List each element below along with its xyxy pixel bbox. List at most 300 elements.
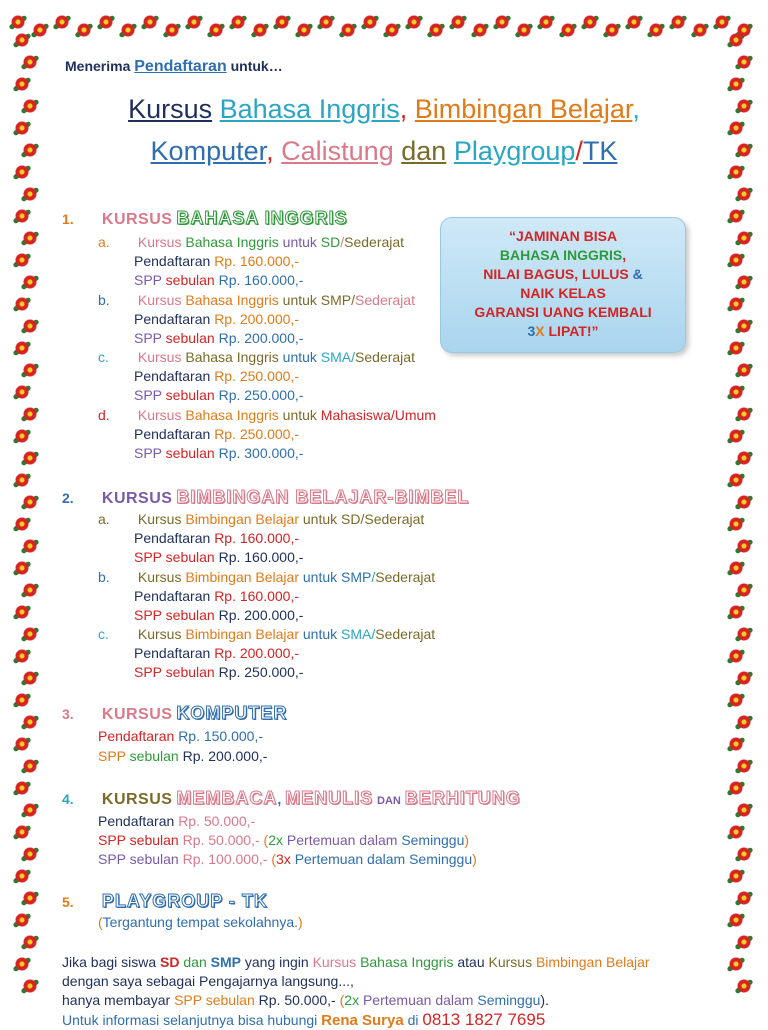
flower-ornament xyxy=(726,294,746,314)
floral-border-right xyxy=(724,30,758,1024)
footer-line-2: dengan saya sebagai Pengajarnya langsung..., xyxy=(62,973,354,989)
flower-ornament xyxy=(726,382,746,402)
section-dash: - xyxy=(387,487,395,507)
title-comma: , xyxy=(399,94,408,124)
flower-ornament xyxy=(20,492,40,512)
flower-ornament xyxy=(726,690,746,710)
section-1-heading xyxy=(62,208,348,229)
flower-ornament xyxy=(162,20,182,40)
callout-ampersand: & xyxy=(632,266,643,282)
frequency-text: Seminggu xyxy=(401,832,465,848)
calistung-monthly-3x xyxy=(98,851,477,867)
label-spp: SPP xyxy=(134,444,162,461)
flower-ornament xyxy=(20,624,40,644)
flower-ornament xyxy=(734,932,754,952)
flower-ornament xyxy=(646,20,666,40)
flower-ornament xyxy=(734,360,754,380)
item-level: SMP xyxy=(341,568,372,585)
section-keyword: KURSUS xyxy=(101,791,173,808)
flower-ornament xyxy=(734,668,754,688)
course-item xyxy=(98,626,435,642)
flower-ornament xyxy=(272,12,292,32)
label-pendaftaran: Pendaftaran xyxy=(134,587,211,604)
flower-ornament xyxy=(734,272,754,292)
flower-ornament xyxy=(734,492,754,512)
section-comma: , xyxy=(277,791,282,807)
contact-phone: 0813 1827 7695 xyxy=(422,1010,546,1029)
price: Rp. 160.000,- xyxy=(218,549,304,565)
section-5-heading xyxy=(62,891,268,912)
flower-ornament xyxy=(52,12,72,32)
price: Rp. 200.000,- xyxy=(214,310,300,327)
flower-ornament xyxy=(184,12,204,32)
flower-ornament xyxy=(734,756,754,776)
flower-ornament xyxy=(20,404,40,424)
footer-line-3 xyxy=(62,992,549,1008)
calistung-monthly-2x xyxy=(98,832,469,848)
flower-ornament xyxy=(734,580,754,600)
section-number: 3. xyxy=(62,706,74,722)
flower-ornament xyxy=(12,382,32,402)
monthly-fee xyxy=(134,445,303,461)
flower-ornament xyxy=(12,602,32,622)
flower-ornament xyxy=(12,954,32,974)
item-equivalent: Umum xyxy=(394,406,436,423)
frequency: 2x xyxy=(344,992,360,1008)
footer-smp: SMP xyxy=(210,954,241,970)
course-item xyxy=(98,407,436,423)
title-calistung: Calistung xyxy=(281,136,394,166)
item-level: SD xyxy=(320,234,341,250)
price: Rp. 200.000,- xyxy=(218,606,304,623)
price: Rp. 200.000,- xyxy=(182,748,268,764)
flower-ornament xyxy=(734,712,754,732)
flower-ornament xyxy=(12,470,32,490)
item-level: Mahasiswa xyxy=(320,406,391,423)
price: Rp. 200.000,- xyxy=(214,645,300,661)
section-3-heading xyxy=(62,703,287,724)
frequency-text: Pertemuan dalam Seminggu xyxy=(294,851,473,867)
section-number: 4. xyxy=(62,791,74,807)
section-keyword: KURSUS xyxy=(101,706,173,723)
flower-ornament xyxy=(734,52,754,72)
flower-ornament xyxy=(118,20,138,40)
flower-ornament xyxy=(734,448,754,468)
item-course-name: Bimbingan Belajar xyxy=(185,511,299,527)
registration-fee xyxy=(134,426,299,442)
flower-ornament xyxy=(12,206,32,226)
flower-ornament xyxy=(20,52,40,72)
section-dan: DAN xyxy=(377,795,401,807)
flower-ornament xyxy=(20,712,40,732)
registration-fee xyxy=(134,588,299,604)
footer-text: di xyxy=(407,1012,419,1028)
section-4-heading xyxy=(62,788,521,809)
label-sebulan: sebulan xyxy=(129,832,179,848)
item-marker: b. xyxy=(98,291,110,308)
flower-ornament xyxy=(12,250,32,270)
flower-ornament xyxy=(20,272,40,292)
label-pendaftaran: Pendaftaran xyxy=(134,253,211,269)
label-sebulan: sebulan xyxy=(165,387,215,403)
price: Rp. 300.000,- xyxy=(218,444,304,461)
price: Rp. 250.000,- xyxy=(214,368,300,384)
flower-ornament xyxy=(726,910,746,930)
footer-text: ). xyxy=(540,992,549,1008)
flower-ornament xyxy=(726,74,746,94)
flower-ornament xyxy=(206,20,226,40)
flower-ornament xyxy=(470,20,490,40)
footer-text: Untuk informasi selanjutnya bisa hubungi xyxy=(62,1012,318,1028)
item-course-name: Bimbingan Belajar xyxy=(185,626,299,642)
label-sebulan: sebulan xyxy=(165,664,215,680)
title-line-1 xyxy=(0,94,768,125)
label-pendaftaran: Pendaftaran xyxy=(134,530,211,546)
footer-text: Rp. 50.000,- xyxy=(258,992,336,1008)
frequency-text: Pertemuan dalam xyxy=(286,832,398,848)
label-pendaftaran: Pendaftaran xyxy=(134,368,211,384)
item-course-name: Bahasa Inggris xyxy=(185,234,279,250)
item-level: SMA xyxy=(320,349,352,365)
label-sebulan: sebulan xyxy=(165,272,215,288)
flower-ornament xyxy=(734,404,754,424)
label-sebulan: sebulan xyxy=(165,549,215,565)
price: Rp. 50.000,- xyxy=(182,832,260,848)
item-level: SMA xyxy=(341,626,372,642)
flower-ornament xyxy=(96,12,116,32)
footer-text: yang ingin xyxy=(244,954,309,970)
title-slash: / xyxy=(575,136,583,166)
label-sebulan: sebulan xyxy=(165,444,215,461)
label-spp: SPP xyxy=(134,387,162,403)
price: Rp. 50.000,- xyxy=(178,813,256,829)
registration-fee xyxy=(134,368,299,384)
intro-highlight: Pendaftaran xyxy=(134,58,227,75)
label-pendaftaran: Pendaftaran xyxy=(98,728,175,744)
section-number: 1. xyxy=(62,211,74,227)
section-name: KOMPUTER xyxy=(176,703,288,723)
item-equivalent: Sederajat xyxy=(364,511,425,527)
flower-ornament xyxy=(726,30,746,50)
callout-line: GARANSI UANG KEMBALI xyxy=(474,304,652,320)
item-untuk: untuk xyxy=(282,349,317,365)
section-name: BIMBINGAN BELAJAR xyxy=(176,487,388,507)
flower-ornament xyxy=(624,12,644,32)
section-number: 5. xyxy=(62,894,74,910)
paren: ( xyxy=(271,851,276,867)
item-slash: / xyxy=(340,234,345,250)
flower-ornament xyxy=(20,360,40,380)
flower-ornament xyxy=(690,20,710,40)
frequency: 3x xyxy=(276,851,291,867)
registration-fee xyxy=(134,645,299,661)
paren: ) xyxy=(298,914,303,930)
item-untuk: untuk xyxy=(302,626,338,642)
flower-ornament xyxy=(726,778,746,798)
paren: ( xyxy=(98,914,103,930)
footer-line-1 xyxy=(62,954,650,970)
flower-ornament xyxy=(316,12,336,32)
item-slash: / xyxy=(360,511,365,527)
label-spp: SPP xyxy=(134,329,162,346)
course-item xyxy=(98,292,415,308)
callout-line: “JAMINAN BISA xyxy=(508,228,618,244)
callout-line: BAHASA INGGRIS xyxy=(499,247,623,263)
label-pendaftaran: Pendaftaran xyxy=(134,645,211,661)
label-sebulan: sebulan xyxy=(129,748,179,764)
guarantee-callout xyxy=(440,217,686,353)
flower-ornament xyxy=(20,976,40,996)
footer-text: SPP sebulan xyxy=(174,992,255,1008)
label-spp: SPP xyxy=(98,832,126,848)
footer-text: Bimbingan Belajar xyxy=(535,954,650,970)
item-kursus: Kursus xyxy=(137,626,182,642)
flower-ornament xyxy=(12,514,32,534)
floral-border-left xyxy=(10,30,44,1024)
label-spp: SPP xyxy=(134,549,162,565)
flower-ornament xyxy=(602,20,622,40)
monthly-fee xyxy=(134,664,303,680)
item-kursus: Kursus xyxy=(137,511,182,527)
flower-ornament xyxy=(12,30,32,50)
flower-ornament xyxy=(20,316,40,336)
item-course-name: Bahasa Inggris xyxy=(185,349,279,365)
label-pendaftaran: Pendaftaran xyxy=(134,310,211,327)
footer-line-4 xyxy=(62,1010,545,1030)
item-slash: / xyxy=(371,626,376,642)
paren: ( xyxy=(339,992,345,1008)
item-equivalent: Sederajat xyxy=(375,626,436,642)
item-equivalent: Sederajat xyxy=(355,291,415,308)
label-sebulan: sebulan xyxy=(129,851,179,867)
flower-ornament xyxy=(20,888,40,908)
item-kursus: Kursus xyxy=(137,406,182,423)
flower-ornament xyxy=(8,12,28,32)
flower-ornament xyxy=(20,536,40,556)
section-name: MEMBACA xyxy=(176,788,278,808)
flower-ornament xyxy=(12,558,32,578)
flower-ornament xyxy=(726,822,746,842)
title-bahasa-inggris: Bahasa Inggris xyxy=(219,94,400,124)
price: Rp. 200.000,- xyxy=(218,329,304,346)
registration-fee xyxy=(134,530,299,546)
item-kursus: Kursus xyxy=(137,568,182,585)
flower-ornament xyxy=(20,668,40,688)
section-2-heading xyxy=(62,487,469,508)
flower-ornament xyxy=(20,756,40,776)
label-spp: SPP xyxy=(134,272,162,288)
item-course-name: Bimbingan Belajar xyxy=(185,568,299,585)
flower-ornament xyxy=(726,866,746,886)
item-untuk: untuk xyxy=(282,234,317,250)
playgroup-note xyxy=(98,914,303,930)
flower-ornament xyxy=(726,470,746,490)
flower-ornament xyxy=(338,20,358,40)
flower-ornament xyxy=(12,426,32,446)
course-item xyxy=(98,234,404,250)
item-course-name: Bahasa Inggris xyxy=(185,406,279,423)
item-untuk: untuk xyxy=(302,568,338,585)
title-comma: , xyxy=(266,136,274,166)
item-marker: c. xyxy=(98,626,109,642)
price: Rp. 100.000,- xyxy=(182,851,268,867)
flower-ornament xyxy=(712,12,732,32)
flower-ornament xyxy=(580,12,600,32)
course-item xyxy=(98,511,424,527)
flower-ornament xyxy=(726,954,746,974)
flower-ornament xyxy=(12,866,32,886)
item-course-name: Bahasa Inggris xyxy=(185,291,279,308)
flower-ornament xyxy=(726,734,746,754)
flower-ornament xyxy=(734,184,754,204)
monthly-fee xyxy=(134,549,303,565)
item-untuk: untuk xyxy=(282,291,317,308)
intro-text-end: untuk… xyxy=(230,58,283,74)
item-marker: d. xyxy=(98,406,110,423)
flower-ornament xyxy=(726,646,746,666)
contact-name: Rena Surya xyxy=(321,1012,404,1029)
monthly-fee xyxy=(134,387,303,403)
item-level: SMP xyxy=(320,291,352,308)
flower-ornament xyxy=(734,228,754,248)
footer-text: Bahasa Inggris xyxy=(360,954,454,970)
intro-line xyxy=(65,58,283,76)
footer-text: Pertemuan dalam xyxy=(362,992,474,1008)
flower-ornament xyxy=(734,888,754,908)
flower-ornament xyxy=(668,12,688,32)
flower-ornament xyxy=(492,12,512,32)
flower-ornament xyxy=(20,800,40,820)
flower-ornament xyxy=(20,844,40,864)
flower-ornament xyxy=(294,20,314,40)
callout-line: NILAI BAGUS, LULUS xyxy=(483,266,629,282)
title-line-2 xyxy=(0,136,768,167)
frequency: 2x xyxy=(268,832,284,848)
callout-line: LIPAT!” xyxy=(548,323,599,339)
flower-ornament xyxy=(726,514,746,534)
flower-ornament xyxy=(20,448,40,468)
title-dan: dan xyxy=(401,136,447,166)
label-pendaftaran: Pendaftaran xyxy=(98,813,175,829)
flower-ornament xyxy=(734,976,754,996)
flower-ornament xyxy=(360,12,380,32)
footer-text: Kursus xyxy=(488,954,533,970)
flower-ornament xyxy=(382,20,402,40)
footer-text: atau xyxy=(457,954,485,970)
callout-x: X xyxy=(535,323,545,339)
price: Rp. 150.000,- xyxy=(178,728,264,744)
footer-text: Seminggu xyxy=(477,992,541,1008)
course-item xyxy=(98,349,415,365)
monthly-fee xyxy=(134,330,303,346)
paren: ) xyxy=(472,851,477,867)
price: Rp. 250.000,- xyxy=(214,425,300,442)
item-marker: a. xyxy=(98,234,110,250)
title-comma: , xyxy=(632,94,640,124)
section-name: MENULIS xyxy=(285,788,374,808)
flower-ornament xyxy=(726,426,746,446)
flower-ornament xyxy=(12,338,32,358)
flower-ornament xyxy=(74,20,94,40)
label-sebulan: sebulan xyxy=(165,329,215,346)
section-keyword: KURSUS xyxy=(101,211,173,228)
title-kursus: Kursus xyxy=(128,94,213,124)
monthly-fee xyxy=(134,607,303,623)
flower-ornament xyxy=(12,74,32,94)
flower-ornament xyxy=(228,12,248,32)
flower-ornament xyxy=(726,338,746,358)
label-spp: SPP xyxy=(134,606,162,623)
flower-ornament xyxy=(448,12,468,32)
flower-ornament xyxy=(726,250,746,270)
registration-fee xyxy=(134,253,299,269)
section-number: 2. xyxy=(62,490,74,506)
item-marker: b. xyxy=(98,568,110,585)
calistung-registration xyxy=(98,813,255,829)
flower-ornament xyxy=(20,184,40,204)
item-equivalent: Sederajat xyxy=(375,568,436,585)
section-name: BIMBEL xyxy=(394,487,470,507)
paren: ( xyxy=(263,832,269,848)
label-pendaftaran: Pendaftaran xyxy=(134,425,211,442)
flower-ornament xyxy=(558,20,578,40)
flower-ornament xyxy=(734,800,754,820)
section-name: BERHITUNG xyxy=(404,788,521,808)
section-keyword: KURSUS xyxy=(101,490,173,507)
flower-ornament xyxy=(734,316,754,336)
callout-comma: , xyxy=(622,247,627,263)
title-komputer: Komputer xyxy=(150,136,267,166)
flower-ornament xyxy=(726,206,746,226)
flower-ornament xyxy=(726,602,746,622)
flower-ornament xyxy=(20,932,40,952)
label-spp: SPP xyxy=(98,748,126,764)
komputer-monthly xyxy=(98,748,267,764)
flower-ornament xyxy=(734,844,754,864)
paren: ) xyxy=(464,832,470,848)
price: Rp. 160.000,- xyxy=(214,587,300,604)
footer-text: hanya membayar xyxy=(62,992,171,1008)
item-slash: / xyxy=(351,349,356,365)
title-bimbingan-belajar: Bimbingan Belajar xyxy=(414,94,633,124)
flower-ornament xyxy=(12,822,32,842)
flower-ornament xyxy=(734,536,754,556)
course-item xyxy=(98,569,435,585)
section-name: BAHASA INGGRIS xyxy=(176,208,348,228)
item-untuk: untuk xyxy=(302,511,338,527)
price: Rp. 160.000,- xyxy=(214,253,300,269)
flower-ornament xyxy=(140,12,160,32)
flower-ornament xyxy=(734,624,754,644)
registration-fee xyxy=(134,311,299,327)
flower-ornament xyxy=(726,558,746,578)
item-equivalent: Sederajat xyxy=(355,349,415,365)
footer-text: dan xyxy=(183,954,207,970)
flower-ornament xyxy=(12,690,32,710)
flower-ornament xyxy=(12,778,32,798)
callout-line: NAIK KELAS xyxy=(520,285,606,301)
price: Rp. 160.000,- xyxy=(218,272,304,288)
flower-ornament xyxy=(536,12,556,32)
flower-ornament xyxy=(12,294,32,314)
flower-ornament xyxy=(12,734,32,754)
item-marker: a. xyxy=(98,511,110,527)
item-kursus: Kursus xyxy=(137,291,182,308)
flower-ornament xyxy=(12,646,32,666)
item-slash: / xyxy=(371,568,376,585)
item-untuk: untuk xyxy=(282,406,317,423)
monthly-fee xyxy=(134,272,303,288)
